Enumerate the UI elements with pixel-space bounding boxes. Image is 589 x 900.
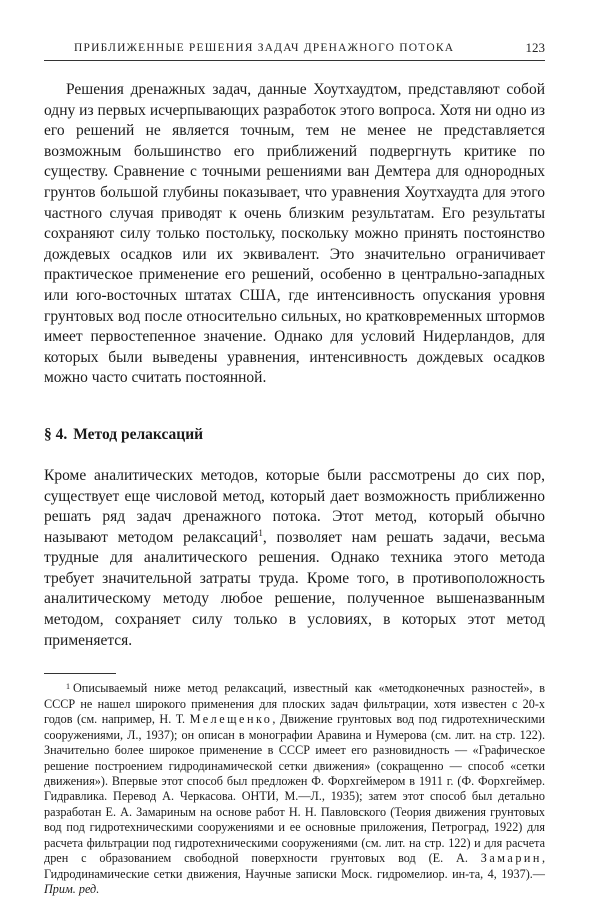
footnote-text: , Движение грунтовых вод под гидротехническими сооружениями, Л., 1937); он описан в монографии Аравина и Нумерова (см. лит. на стр. 122). Значительно более широкое применение в СССР имеет его разновидность — «Графическое решение построением гидродинамической сетки движения» (сокращенно — способ «сетки движения»). Впервые этот способ был предложен Ф. Форхгеймером в 1911 г. (Ф. Форхгеймер. Гидравлика. Перевод А. Черкасова. ОНТИ, М.—Л., 1935); затем этот способ был детально разработан Е. А. Замариным на основе работ Н. Н. Павловского (Теория движения грунтовых вод под гидротехническими сооружениями и ее основные приложения, Петроград, 1922) для расчета фильтрации под гидротехническими сооружениями (см. лит. на стр. 122) и для расчета дрен с образованием свободной поверхности грунтовых вод (Е. А. [44, 712, 546, 866]
paragraph-houthoudt-solutions: Решения дренажных задач, данные Хоутхаудтом, представляют собой одну из первых исчерпывающих разработок этого вопроса. Хотя ни одно из его решений не является точным, тем не менее не представляется возможным большинство его приближений подвергнуть критике по существу. Сравнение с точными решениями ван Демтера для однородных грунтов большой глубины показывает, что уравнения Хоутхаудта для этого частного случая приводят к очень близким результатам. Его результаты сохраняют силу только постольку, поскольку можно принять постоянство дождевых осадков или их эквивалент. Это значительно ограничивает практическое применение его решений, особенно в центрально-западных или юго-восточных штатах США, где интенсивность опускания уровня грунтовых вод после относительно сильных, но кратковременных штормов имеет первостепенное значение. Однако для условий Нидерландов, для которых были выведены уравнения, интенсивность дождевых осадков можно часто считать постоянной. [44, 81, 545, 387]
footnote-text: , Гидродинамические сетки движения, Научные записки Моск. гидромелиор. ин-та, 4, 1937).— [44, 851, 546, 881]
footnote-rule [44, 673, 116, 674]
footnote-text: Описываемый ниже метод релаксаций, известный как «методконечных разностей», в СССР не нашел широкого применения для плоских задач фильтрации, хотя известен с 20-х годов (см. например, Н. Т. [44, 681, 545, 727]
section-title: Метод релаксаций [73, 425, 204, 443]
paragraph-text-part: , позволяет нам решать задачи, весьма трудные для аналитического решения. Однако техника этого метода требует значительной затраты труда. Кроме того, в противоположность аналитическому методу любое решение, полученное вышеназванным методом, сохраняет силу только в условиях, в которых этот метод применяется. [44, 528, 545, 649]
header-rule [44, 60, 545, 61]
footnote [44, 679, 545, 897]
footnote-author: Замарин [480, 851, 542, 866]
footnote-reference[interactable]: 1 [258, 527, 263, 538]
running-title: ПРИБЛИЖЕННЫЕ РЕШЕНИЯ ЗАДАЧ ДРЕНАЖНОГО ПОТОКА [74, 42, 455, 54]
section-heading [44, 425, 545, 445]
paragraph-text-part: Кроме аналитических методов, которые были рассмотрены до сих пор, существует еще числовой метод, который дает возможность приближенно решать ряд задач дренажного потока. Этот метод, который обычно называют методом релаксаций [44, 466, 545, 546]
running-header [44, 38, 545, 58]
section-number: § 4. [44, 425, 68, 443]
page-number: 123 [525, 40, 545, 55]
paragraph-relaxation-method [44, 466, 545, 651]
footnote-mark: 1 [66, 682, 70, 692]
footnote-author: Мелещенко [189, 712, 273, 727]
editor-note: Прим. ред. [44, 882, 100, 897]
book-page [44, 38, 545, 898]
